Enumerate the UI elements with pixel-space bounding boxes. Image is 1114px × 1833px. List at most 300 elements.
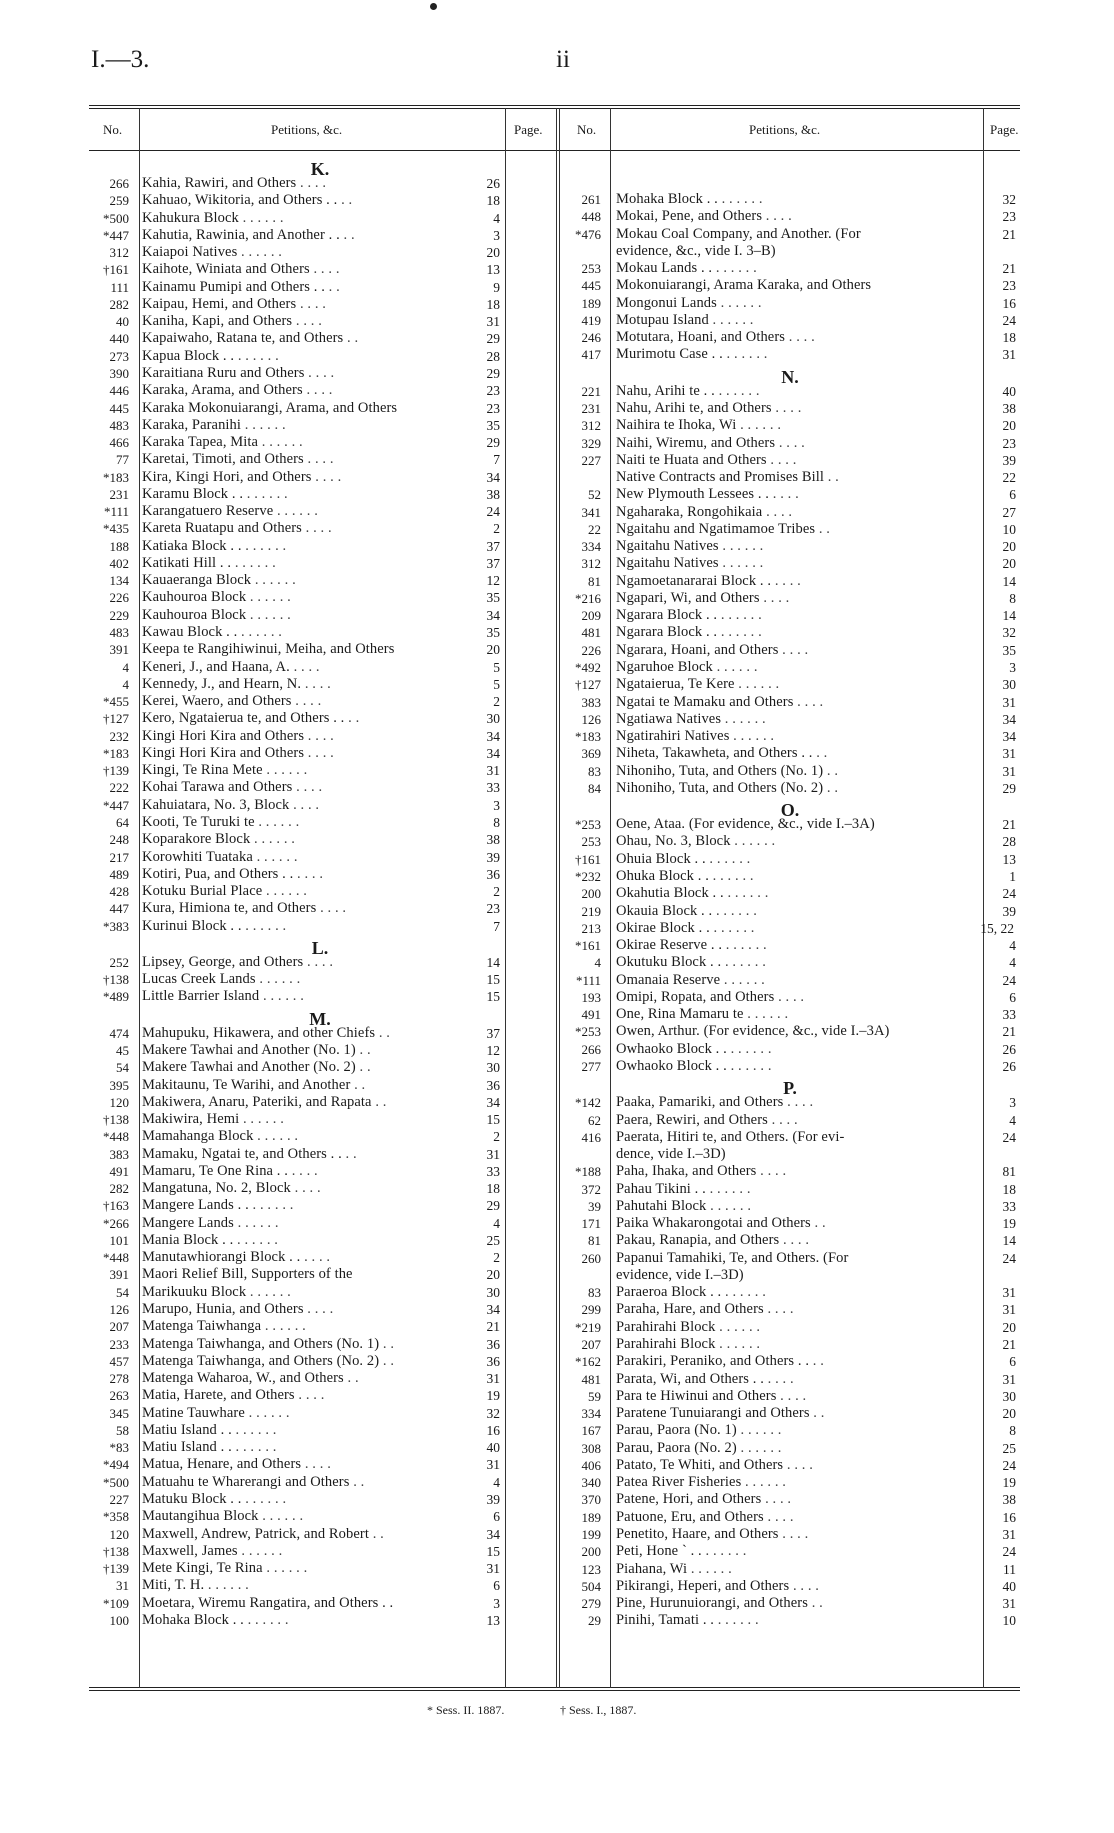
entry-number: 457 [109,1353,129,1369]
entry-title: Kingi, Te Rina Mete [142,762,263,779]
entry-number: 217 [109,849,129,865]
entry-number: 448 [581,209,601,225]
entry-petition [142,954,502,971]
leader-dots: . . . . . . [259,988,304,1005]
entry-title: Kapaiwaho, Ratana te, and Others [142,330,344,347]
entry-title: Mangere Lands [142,1214,234,1231]
leader-dots: . . . . . . [262,883,307,900]
entry-title: Patea River Fisheries [616,1474,742,1491]
entry-petition [142,434,502,451]
leader-dots: . . . . . . [712,260,757,277]
leader-dots: . . . . . . [258,434,303,451]
entry-page: 34 [486,728,500,744]
entry-petition [142,641,502,658]
leader-dots: . . . . . . [233,1231,279,1248]
entry-page: 34 [1002,729,1016,745]
entry-petition [616,400,978,417]
entry-petition [142,762,502,779]
section-letter: P. [783,1078,797,1099]
entry-petition [142,710,502,727]
leader-dots: . . . . . . [241,416,286,433]
leader-dots: . . . . . . [239,1111,284,1128]
entry-petition [616,417,978,434]
entry-title: evidence, vide I.–3D) [616,1266,744,1283]
leader-dots: . . . . . . [262,1560,308,1577]
entry-page: 28 [1002,834,1016,850]
entry-page: 8 [1009,590,1016,606]
entry-number: *447 [103,227,129,243]
entry-number: *142 [575,1095,601,1111]
leader-dots: . . [350,1076,366,1093]
leader-dots: . . . . [766,451,797,468]
entry-title: Patuone, Eru, and Others [616,1508,764,1525]
entry-title: Paaka, Pamariki, and Others [616,1094,784,1111]
entry-title: Mokau Lands . . [616,260,713,277]
leader-dots: . . . . . . [714,382,760,399]
entry-number: *448 [103,1129,129,1145]
top-rule-inner [89,108,1020,109]
leader-dots: . . . . [289,796,320,813]
entry-number: 193 [581,989,601,1005]
leader-dots: . . . . . . [712,902,757,919]
entry-petition [616,607,978,624]
entry-number: †163 [103,1198,129,1214]
header-rule [89,150,1020,151]
entry-petition [616,1198,978,1215]
leader-dots: . . . . [763,1508,794,1525]
entry-petition [616,659,978,676]
entry-title: Karaitiana Ruru and Others [142,364,305,381]
leader-dots: . . . . . . [721,954,766,971]
leader-dots: . . . . [783,1456,813,1473]
entry-petition [142,849,502,866]
entry-title: Piahana, Wi [616,1560,688,1577]
entry-number: 279 [581,1596,601,1612]
col-head-petitions-right: Petitions, &c. [749,122,821,137]
entry-page: 27 [1002,504,1016,520]
leader-dots: . . . . [789,1577,820,1594]
entry-title: Mokau Coal Company, and Another. (For [616,225,861,242]
entry-petition [616,1353,978,1370]
entry-page: 39 [486,849,500,865]
entry-number: 231 [581,400,601,416]
entry-petition [142,779,502,796]
entry-number: 440 [109,331,129,347]
entry-number: 383 [109,1146,129,1162]
leader-dots: . . [324,278,340,295]
entry-number: *455 [103,694,129,710]
leader-dots: . . . . . . [708,311,754,328]
entry-title: Mete Kingi, Te Rina [142,1560,263,1577]
entry-number: *435 [103,521,129,537]
entry-page: 11 [1003,1561,1016,1577]
leader-dots: . . . . . . [252,848,298,865]
entry-number: *188 [575,1164,601,1180]
entry-title: Ngatai te Mamaku and Others [616,693,794,710]
entry-page: 3 [493,227,500,243]
entry-page: 18 [486,296,500,312]
entry-title: Paha, Ihaka, and Others [616,1163,757,1180]
entry-number: 261 [581,192,601,207]
entry-petition [142,1232,502,1249]
entry-page: 21 [1002,817,1016,833]
entry-page: 40 [486,1440,500,1456]
entry-page: 29 [486,1198,500,1214]
entry-number: 54 [116,1284,129,1300]
leader-dots: . . [812,745,828,762]
entry-page: 31 [486,1371,500,1387]
entry-title: Naihi, Wiremu, and Others [616,434,776,451]
entry-page: 6 [1009,1354,1016,1370]
entry-number: 445 [581,278,601,294]
entry-title: Mokai, Pene, and Others [616,208,763,225]
entry-page: 4 [1009,955,1016,971]
entry-title: Oene, Ataa. (For evidence, &c., vide I.–3A) [616,816,875,833]
entry-number: 229 [109,607,129,623]
entry-page: 2 [493,1129,500,1145]
entry-page: 15 [486,1543,500,1559]
leader-dots: . . . . . . [705,850,751,867]
entry-petition [142,1111,502,1128]
entry-number: 481 [581,625,601,641]
leader-dots: . . . . . . [726,1057,772,1074]
entry-page: 31 [1002,1285,1016,1301]
entry-page: 33 [1002,1198,1016,1214]
entry-page: 34 [486,469,500,485]
entry-page: 1 [1009,868,1016,884]
entry-petition [616,295,978,312]
entry-number: 299 [581,1302,601,1318]
entry-petition [142,797,502,814]
leader-dots: . . . . [793,693,824,710]
entry-petition [142,503,502,520]
entry-title: Matenga Taiwhanga, and Others (No. 1) [142,1335,380,1352]
leader-dots: . . . . . . [714,1612,759,1629]
entry-page: 30 [1002,677,1016,693]
entry-petition [142,210,502,227]
entry-petition [616,1267,978,1284]
entry-title: Moetara, Wiremu Rangatira, and Others . . [142,1594,394,1611]
entry-number: 226 [581,642,601,658]
leader-dots: . . . . [771,572,801,589]
entry-title: Karangatuero Reserve [142,503,274,520]
entry-title: Paika Whakarongotai and Others [616,1215,811,1232]
leader-dots: . . [379,1352,395,1369]
entry-page: 15 [486,972,500,988]
entry-petition [616,208,978,225]
entry-number: †127 [575,677,601,693]
entry-number: 312 [109,245,129,261]
entry-page: 24 [1002,1544,1016,1560]
leader-dots: . . . . . . [709,919,755,936]
leader-dots: . . . . . . [231,554,276,571]
entry-title: Mamaku, Ngatai te, and Others . . [142,1145,342,1162]
entry-title: Parau, Paora (No. 2) [616,1439,737,1456]
leader-dots: . . . . [293,865,324,882]
entry-petition [142,313,502,330]
entry-petition [142,971,502,988]
entry-petition [142,1215,502,1232]
entry-petition [616,1543,978,1560]
entry-number: 252 [109,954,129,970]
entry-page: 30 [1002,1388,1016,1404]
entry-petition [616,1440,978,1457]
entry-petition [142,279,502,296]
leader-dots: . . [349,1473,365,1490]
entry-petition [142,296,502,313]
entry-petition [616,1058,978,1075]
entry-title: Kaiapoi Natives [142,244,238,261]
entry-title: Penetito, Haare, and Others [616,1525,779,1542]
entry-page: 38 [1002,1492,1016,1508]
entry-page: 4 [493,210,500,226]
entry-title: Matia, Harete, and Others [142,1387,295,1404]
entry-title: Mokonuiarangi, Arama Karaka, and Others [616,277,872,294]
entry-petition [616,312,978,329]
entry-number: 83 [588,1285,601,1301]
section-letter: N. [781,366,799,387]
leader-dots: . . . . [301,520,332,537]
entry-petition [142,520,502,537]
entry-page: 7 [493,452,500,468]
leader-dots: . . . . . . [718,538,764,555]
entry-petition [616,1612,978,1629]
entry-page: 26 [486,176,500,191]
entry-title: Pine, Hurunuiorangi, and Others [616,1595,808,1612]
leader-dots: . . . . . . [741,1474,787,1491]
entry-petition [616,1250,978,1267]
leader-dots: . . . . . . [730,833,776,850]
entry-title: Kura, Himiona te, and Others [142,900,317,917]
entry-title: Patene, Hori, and Others [616,1491,762,1508]
entry-title: Karamu Block . . [142,485,244,502]
entry-number: 466 [109,435,129,451]
leader-dots: . . . . . . [237,624,283,641]
leader-dots: . . [809,1405,825,1422]
entry-petition [142,1474,502,1491]
entry-petition [616,1146,978,1163]
entry-title: Mamaru, Te One Rina . . [142,1162,288,1179]
entry-page: 2 [493,521,500,537]
entry-number: 259 [109,193,129,209]
entry-petition [616,763,978,780]
entry-title: Keneri, J., and Haana, A. [142,658,290,675]
section-letter: K. [310,159,330,179]
entry-petition [142,175,502,192]
entry-title: Motupau Island [616,311,709,328]
entry-number: 308 [581,1440,601,1456]
entry-page: 8 [1009,1423,1016,1439]
entry-number: *161 [575,938,601,954]
entry-title: Kero, Ngataierua te, and Others . . [142,710,345,727]
entry-petition [616,745,978,762]
entry-number: *162 [575,1354,601,1370]
entry-number: 64 [116,814,129,830]
leader-dots: . . . . [761,1491,792,1508]
entry-title: Ngatirahiri Natives [616,728,730,745]
entry-page: 35 [486,590,500,606]
entry-number: *500 [103,1474,129,1490]
entry-title: Nihoniho, Tuta, and Others (No. 1) [616,762,824,779]
entry-title: Karetai, Timoti, and Others [142,451,304,468]
entry-number: 59 [588,1388,601,1404]
entry-title: Maxwell, Andrew, Patrick, and Robert [142,1525,369,1542]
entry-page: 38 [486,486,500,502]
entry-petition [616,937,978,954]
entry-number: 232 [109,728,129,744]
entry-title: dence, vide I.–3D) [616,1146,726,1163]
entry-number: 45 [116,1042,129,1058]
entry-title: Parata, Wi, and Others . . [616,1370,764,1387]
entry-title: Katiaka Block . . [142,537,242,554]
entry-number: 383 [581,694,601,710]
leader-dots: . . . . . . [715,1318,761,1335]
entry-page: 33 [486,1163,500,1179]
entry-title: Karaka, Arama, and Others [142,382,303,399]
entry-number: *358 [103,1509,129,1525]
entry-petition [142,900,502,917]
leader-dots: . . . . . . [706,1197,752,1214]
entry-title: Paraha, Hare, and Others [616,1301,764,1318]
entry-number: 491 [109,1163,129,1179]
entry-petition [616,1371,978,1388]
entry-number: 445 [109,400,129,416]
entry-page: 35 [486,417,500,433]
entry-page: 23 [1002,435,1016,451]
printer-dot [430,3,437,10]
leader-dots: . . [343,1370,359,1387]
entry-petition [142,1422,502,1439]
footnote-star: * Sess. II. 1887. [427,1703,505,1717]
entry-petition [616,1215,978,1232]
leader-dots: . . [379,1335,395,1352]
entry-page: 24 [1002,972,1016,988]
leader-dots: . . . . [775,434,805,451]
section-letter: M. [309,1008,331,1029]
entry-petition [142,728,502,745]
entry-page: 34 [486,1526,500,1542]
entry-page: 23 [1002,278,1016,294]
leader-dots: . . . . [311,468,342,485]
entry-page: 38 [1002,400,1016,416]
entry-title: Kohai Tarawa and Others [142,779,293,796]
entry-page: 39 [486,1491,500,1507]
entry-page: 6 [493,1578,500,1594]
entry-petition [616,1023,978,1040]
entry-number: 428 [109,884,129,900]
entry-title: Motutara, Hoani, and Others [616,329,786,346]
entry-title: Ngarara Block . . [616,607,718,624]
entry-page: 20 [486,1267,500,1283]
entry-number: †138 [103,972,129,988]
entry-page: 39 [1002,903,1016,919]
entry-title: Kauaeranga Block [142,572,252,589]
entry-title: Parau, Paora (No. 1) [616,1422,737,1439]
entry-title: Para te Hiwinui and Others [616,1387,777,1404]
leader-dots: . . [371,1093,387,1110]
entry-number: 416 [581,1129,601,1145]
entry-page: 26 [1002,1041,1016,1057]
entry-page: 28 [486,348,500,364]
entry-petition [142,400,502,417]
entry-petition [616,1129,978,1146]
entry-petition [616,555,978,572]
entry-page: 31 [1002,694,1016,710]
entry-title: Nihoniho, Tuta, and Others (No. 2) [616,779,824,796]
leader-dots: . . . . . . [254,813,300,830]
entry-number: 29 [588,1613,601,1629]
entry-petition [142,1318,502,1335]
entry-title: Papanui Tamahiki, Te, and Others. (For [616,1249,849,1266]
entry-title: Matiu Island . . [142,1439,232,1456]
entry-number: *219 [575,1319,601,1335]
entry-page: 30 [486,711,500,727]
entry-page: 18 [486,1181,500,1197]
entry-page: 10 [1002,521,1016,537]
entry-title: Matine Tauwhare [142,1404,245,1421]
entry-page: 12 [486,1042,500,1058]
entry-petition [142,1180,502,1197]
entry-petition [616,816,978,833]
top-rule [89,105,1020,106]
leader-dots: . . . . . . [717,624,762,641]
entry-number: 123 [581,1561,601,1577]
entry-title: Matuku Block . . [142,1490,242,1507]
leader-dots: . . [375,1024,391,1041]
entry-number: 277 [581,1058,601,1074]
entry-title: New Plymouth Lessees . . [616,486,770,503]
col-head-page-right: Page. [990,122,1019,137]
leader-dots: . . . . [289,658,320,675]
entry-page: 24 [486,504,500,520]
entry-title: Katikati Hill . . [142,554,232,571]
leader-dots: . . . . . . [251,572,296,589]
entry-page: 15, 22 [980,920,1014,936]
entry-petition [616,1181,978,1198]
entry-number: *232 [575,868,601,884]
entry-petition [616,1388,978,1405]
entry-number: 329 [581,435,601,451]
entry-number: 4 [594,955,601,971]
leader-dots: . . . . [303,451,334,468]
entry-title: Murimotu Case . . [616,346,723,363]
entry-number: 207 [581,1337,601,1352]
entry-page: 15 [486,1112,500,1128]
entry-title: Marikuuku Block [142,1283,247,1300]
entry-title: Kotuku Burial Place [142,883,263,900]
entry-page: 14 [1002,1233,1016,1249]
entry-petition [142,451,502,468]
entry-title: Nahu, Arihi te . . [616,382,715,399]
entry-title: Ngatiawa Natives [616,710,722,727]
entry-petition [142,1387,502,1404]
entry-page: 24 [1002,1129,1016,1145]
entry-petition [142,1146,502,1163]
entry-page: 31 [1002,1526,1016,1542]
leader-dots: . . . . . . [718,555,764,572]
entry-petition [616,191,978,208]
entry-petition [142,1266,502,1283]
entry-title: Kahia, Rawiri, and Others [142,175,297,191]
leader-dots: . . [341,1145,357,1162]
entry-petition [616,504,978,521]
entry-number: *253 [575,1024,601,1040]
entry-page: 31 [1002,347,1016,363]
leader-dots: . . . . [287,1162,318,1179]
entry-title: Owen, Arthur. (For evidence, &c., vide I.–3A) [616,1023,890,1040]
leader-dots: . . . . . . [238,209,284,226]
entry-page: 21 [1002,226,1016,242]
